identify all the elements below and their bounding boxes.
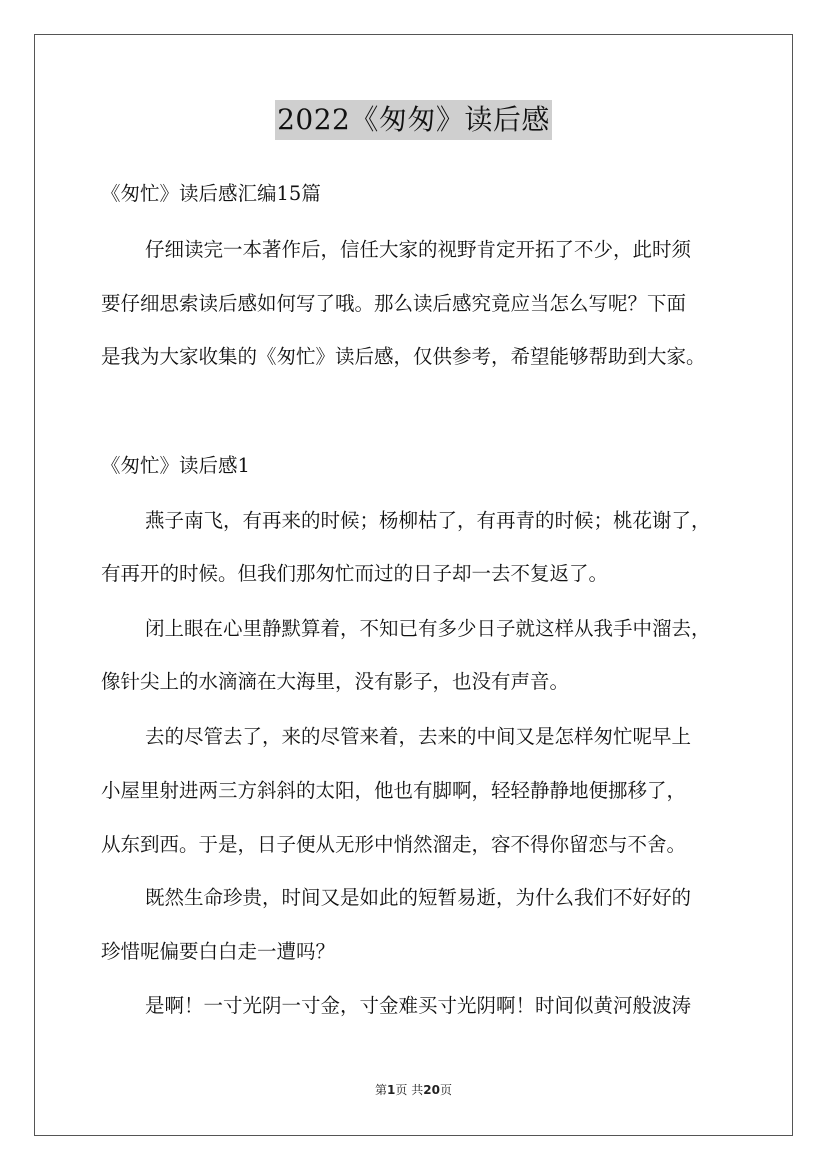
body-line: 去的尽管去了，来的尽管来着，去来的中间又是怎样匆忙呢早上 — [145, 725, 692, 748]
section-heading: 《匆忙》读后感1 — [101, 454, 250, 477]
footer-mid: 页 共 — [395, 1083, 424, 1097]
body-line: 有再开的时候。但我们那匆忙而过的日子却一去不复返了。 — [101, 562, 609, 585]
body-line: 是啊！一寸光阴一寸金，寸金难买寸光阴啊！时间似黄河般波涛 — [145, 994, 692, 1017]
title-container — [0, 100, 827, 140]
footer-suffix: 页 — [439, 1083, 452, 1097]
body-line: 燕子南飞，有再来的时候；杨柳枯了，有再青的时候；桃花谢了， — [145, 509, 711, 532]
body-line: 从东到西。于是，日子便从无形中悄然溜走，容不得你留恋与不舍。 — [101, 833, 687, 856]
intro-line: 要仔细思索读后感如何写了哦。那么读后感究竟应当怎么写呢？下面 — [101, 292, 687, 315]
footer-page-number: 1 — [387, 1083, 396, 1097]
body-line: 闭上眼在心里静默算着，不知已有多少日子就这样从我手中溜去， — [145, 617, 711, 640]
body-line: 小屋里射进两三方斜斜的太阳，他也有脚啊，轻轻静静地便挪移了， — [101, 779, 687, 802]
intro-line: 仔细读完一本著作后，信任大家的视野肯定开拓了不少，此时须 — [145, 238, 692, 261]
document-title: 2022《匆匆》读后感 — [275, 100, 552, 140]
footer-page-total: 20 — [423, 1083, 440, 1097]
page-footer — [0, 1082, 827, 1098]
subtitle: 《匆忙》读后感汇编15篇 — [101, 182, 321, 205]
body-line: 既然生命珍贵，时间又是如此的短暂易逝，为什么我们不好好的 — [145, 886, 692, 909]
body-line: 珍惜呢偏要白白走一遭吗？ — [101, 940, 336, 963]
intro-line: 是我为大家收集的《匆忙》读后感，仅供参考，希望能够帮助到大家。 — [101, 345, 706, 368]
footer-prefix: 第 — [375, 1083, 388, 1097]
body-line: 像针尖上的水滴滴在大海里，没有影子，也没有声音。 — [101, 670, 570, 693]
